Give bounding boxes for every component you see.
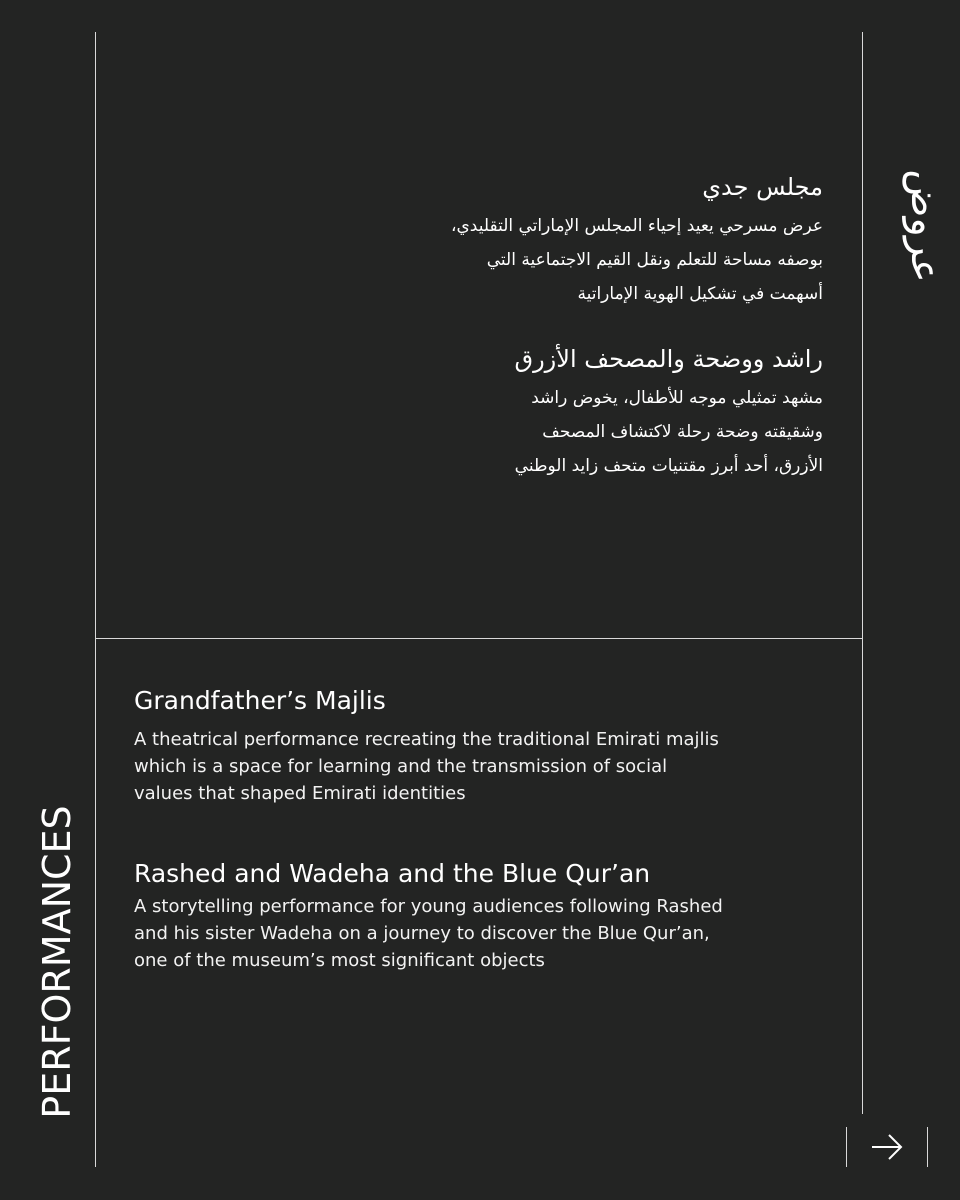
arabic-item-description: عرض مسرحي يعيد إحياء المجلس الإماراتي التقليدي، بوصفه مساحة للتعلم ونقل القيم الاجتماعية التي أسهمت في تشكيل الهوية الإماراتية xyxy=(451,216,823,304)
english-item-description: A storytelling performance for young audiences following Rashed and his sister Wadeha on a journey to discover the Blue Qur’an, one of the museum’s most significant objects xyxy=(134,896,723,971)
next-button-right-rule xyxy=(927,1127,928,1167)
next-button[interactable] xyxy=(846,1127,928,1167)
arabic-item-1 xyxy=(303,171,823,311)
left-frame-line xyxy=(95,32,96,1167)
arabic-item-title: مجلس جدي xyxy=(702,173,823,201)
arabic-item-title: راشد ووضحة والمصحف الأزرق xyxy=(514,345,823,373)
english-item-2 xyxy=(134,857,814,974)
section-divider xyxy=(95,638,863,639)
arabic-item-2 xyxy=(303,343,823,483)
right-frame-line xyxy=(862,32,863,1114)
section-label-arabic: عروض xyxy=(902,169,948,283)
next-button-left-rule xyxy=(846,1127,847,1167)
english-item-title: Rashed and Wadeha and the Blue Qur’an xyxy=(134,859,651,888)
arabic-item-description: مشهد تمثيلي موجه للأطفال، يخوض راشد وشقيقته وضحة رحلة لاكتشاف المصحف الأزرق، أحد أبرز مقتنيات متحف زايد الوطني xyxy=(514,388,823,476)
english-item-description: A theatrical performance recreating the traditional Emirati majlis which is a space for learning and the transmission of social values that shaped Emirati identities xyxy=(134,729,719,804)
section-label-english: PERFORMANCES xyxy=(35,805,79,1119)
arrow-right-icon xyxy=(870,1132,904,1162)
english-item-1 xyxy=(134,684,814,807)
english-item-title: Grandfather’s Majlis xyxy=(134,686,386,715)
